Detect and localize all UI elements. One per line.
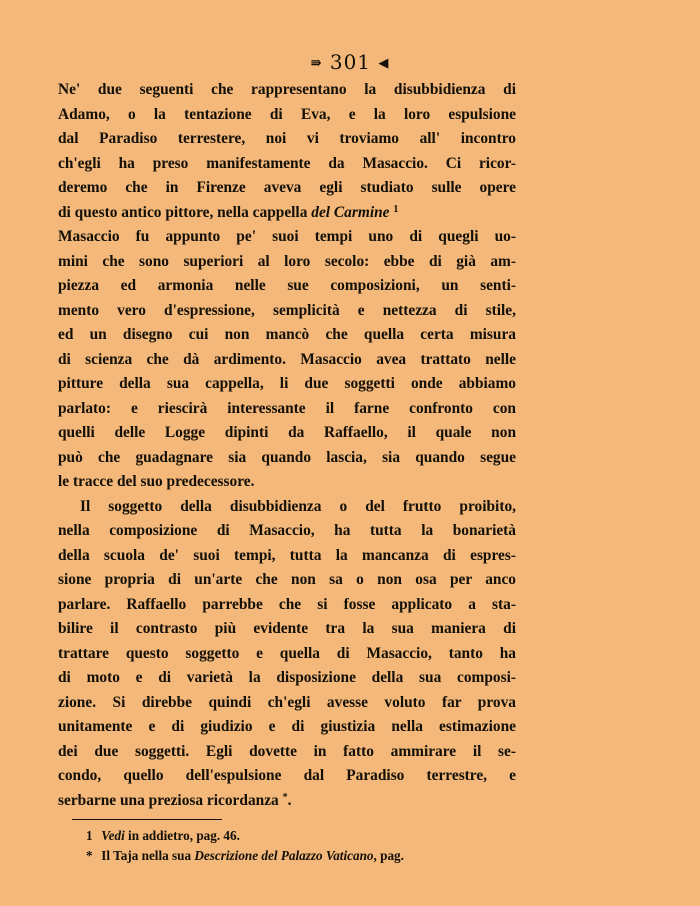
text-line: bilire il contrasto più evidente tra la sua maniera di [58,620,516,637]
text-line: ch'egli ha preso manifestamente da Masaccio. Ci ricor- [58,154,516,172]
text-line: parlare. Raffaello parrebbe che si fosse applicato a sta- [58,595,516,613]
text-line: mini che sono superiori al loro secolo: ebbe di già am- [58,252,516,270]
text-line: Masaccio fu appunto pe' suoi tempi uno di quegli uo- [58,228,516,245]
text-line: quelli delle Logge dipinti da Raffaello, il quale non [58,424,516,441]
text-segment: di questo antico pittore, nella cappella [58,203,312,221]
footnote-italic: Vedi [101,828,125,843]
text-line: deremo che in Firenze aveva egli studiato sulle opere [58,179,516,196]
text-line: dei due soggetti. Egli dovette in fatto ammirare il se- [58,742,516,760]
text-line: Adamo, o la tentazione di Eva, e la loro espulsione [58,105,516,123]
text-line: mento vero d'espressione, semplicità e nettezza di stile, [58,301,516,319]
text-line: dal Paradiso terrestere, noi vi troviamo all' incontro [58,130,516,147]
footnote-prefix: Il Taja nella sua [101,848,195,863]
text-line: ed un disegno cui non mancò che quella certa misura [58,326,516,343]
page-number-value: 301 [329,50,372,74]
footnote-star [86,846,518,866]
text-line: pitture della sua cappella, li due soggetti onde abbiamo [58,375,516,392]
ornament-left-icon: ⇛ [310,56,323,71]
text-line: unitamente e di giudizio e di giustizia nella estimazione [58,718,516,735]
text-line: trattare questo soggetto e quella di Masaccio, tanto ha [58,644,516,662]
text-line: condo, quello dell'espulsione dal Paradiso terrestre, e [58,767,516,784]
text-line: di moto e di varietà la disposizione della sua composi- [58,669,516,686]
footnote-divider [72,819,222,820]
paragraph-start-line: Il soggetto della disubbidienza o del frutto proibito, [80,497,516,515]
text-line: parlato: e riescirà interessante il farne confronto con [58,399,516,417]
text-line: le tracce del suo predecessore. [58,473,255,490]
text-line: della scuola de' suoi tempi, tutta la mancanza di espres- [58,546,516,564]
footnote-text: in addietro, pag. 46. [124,828,240,843]
page-number [0,50,700,74]
text-line: Ne' due seguenti che rappresentano la disubbidienza di [58,81,516,98]
footnote-mark: * [86,848,93,863]
text-line: di scienza che dà ardimento. Masaccio avea trattato nelle [58,350,516,368]
italic-place-name: del Carmine [311,203,390,221]
text-line: zione. Si direbbe quindi ch'egli avesse voluto far prova [58,693,516,711]
footnote-ref-star: * [282,791,288,803]
ornament-right-icon: ◀ [378,56,390,71]
text-line: piezza ed armonia nelle sue composizioni, un senti- [58,277,516,294]
text-line: nella composizione di Masaccio, ha tutta la bonarietà [58,522,516,539]
footnote-1 [86,826,518,846]
text-segment: serbarne una preziosa ricordanza [58,791,279,809]
footnotes [86,826,518,866]
text-line: può che guadagnare sia quando lascia, sia quando segue [58,448,516,466]
text-line: sione propria di un'arte che non sa o non osa per anco [58,571,516,588]
body-text [58,78,516,813]
footnote-mark: 1 [86,828,93,843]
text-line-with-italic [58,201,516,226]
text-line: serbarne una preziosa ricordanza *. [58,791,292,809]
footnote-ref-1: 1 [393,203,399,215]
footnote-suffix: , pag. [373,848,404,863]
footnote-italic-title: Descrizione del Palazzo Vaticano [194,848,374,863]
